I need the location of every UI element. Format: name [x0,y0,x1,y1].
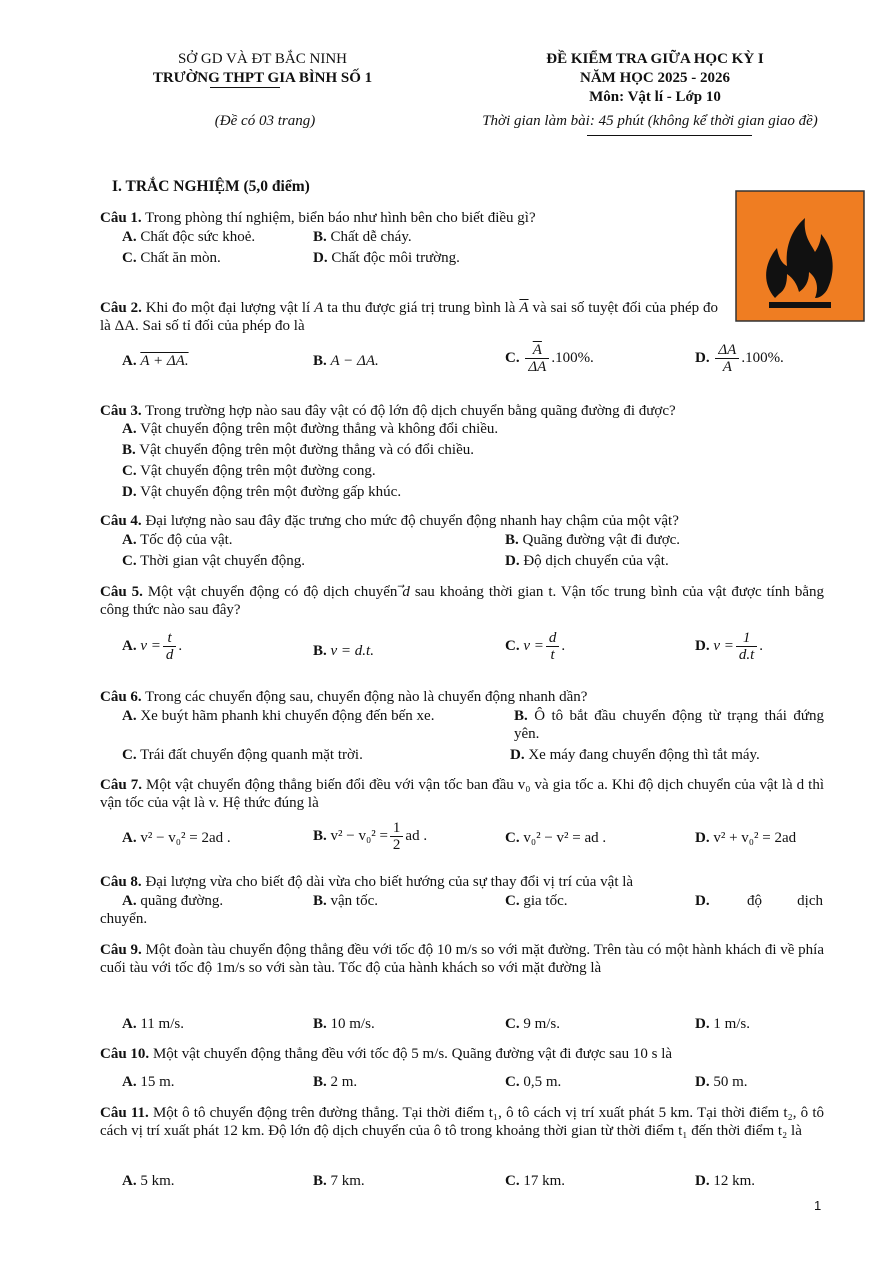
option-text: Chất ăn mòn. [140,250,221,266]
question-7 [100,776,824,812]
option-letter: C. [122,553,137,569]
question-label: Câu 9. [100,942,142,958]
option-text: quãng đường. [140,893,224,909]
option-text: độ [747,893,762,909]
q5-option-a[interactable]: A. v = $\frac{t}{d}$ . [122,630,183,663]
vector-symbol: d [402,584,410,600]
option-letter: B. [313,353,327,369]
header-right [490,50,820,107]
option-letter: B. [313,827,327,844]
denominator: d [165,647,174,663]
numerator: ΔA [715,342,739,359]
option-letter: A. [122,1173,137,1189]
option-text: Xe máy đang chuyển động thì tắt máy. [528,747,760,763]
q7-option-c[interactable] [505,829,606,847]
question-text: ta thu được giá trị trung bình là [327,300,516,316]
q9-option-a[interactable] [122,1015,184,1033]
option-text: Tốc độ của vật. [140,532,233,548]
option-text: Vật chuyển động trên một đường cong. [140,463,376,479]
option-text: Vật chuyển động trên một đường thẳng và không đổi chiều. [140,421,499,437]
question-text: Trong các chuyển động sau, chuyển động nào là chuyển động nhanh dần? [145,689,588,705]
option-letter: D. [505,553,520,569]
option-text: 17 km. [523,1173,566,1189]
q1-option-c[interactable] [122,249,221,267]
q1-option-d[interactable] [313,249,460,267]
q6-option-c[interactable] [122,746,363,764]
q10-option-b[interactable] [313,1073,357,1091]
fraction [390,820,404,853]
option-letter: A. [122,421,137,437]
option-text: Chất dễ cháy. [330,229,412,245]
option-letter: A. [122,893,137,909]
page-count-note: (Đề có 03 trang) [214,113,316,129]
denominator: t [550,647,555,663]
option-text: 7 km. [330,1173,365,1189]
option-letter: A. [122,830,137,846]
option-text: Quãng đường vật đi được. [522,532,681,548]
option-letter: D. [695,637,710,654]
q7-option-d[interactable] [695,829,796,847]
q9-option-d[interactable] [695,1015,750,1033]
option-text: 15 m. [140,1074,175,1090]
option-text: Ô tô bắt đầu chuyển động từ trạng thái đứng yên. [514,708,824,742]
question-1 [100,209,824,227]
question-label: Câu 1. [100,210,142,226]
option-text: Xe buýt hãm phanh khi chuyển động đến bến xe. [140,708,435,724]
q3-option-a[interactable] [122,420,498,438]
option-text: 5 km. [140,1173,175,1189]
option-letter: A. [122,353,137,369]
option-text: v² + v₀² = 2ad [713,830,797,846]
numerator: d [546,630,560,647]
option-letter: D. [510,747,525,763]
option-letter: B. [313,229,327,245]
option-letter: A. [122,1016,137,1032]
option-letter: D. [695,830,710,846]
option-text: 0,5 m. [523,1074,562,1090]
option-letter: B. [505,532,519,548]
q5-option-c[interactable]: C. v = $\frac{d}{t}$ . [505,630,566,663]
denominator: 2 [392,837,401,853]
q11-option-c[interactable] [505,1172,565,1190]
fraction [546,630,560,663]
question-text: và sai số tuyệt đối của phép đo là ΔA. Sai số tỉ đối của phép đo là [100,300,719,334]
header-right-rule [587,135,752,136]
option-text: Trái đất chuyển động quanh mặt trời. [140,747,363,763]
section-title: I. TRẮC NGHIỆM (5,0 điểm) [112,178,310,195]
option-text: 12 km. [713,1173,756,1189]
question-11 [100,1104,824,1140]
question-label: Câu 7. [100,777,142,793]
q5-option-d[interactable]: D. v = $\frac{1}{d.t}$ . [695,630,764,663]
q3-option-d[interactable] [122,483,401,501]
q1-option-b[interactable] [313,228,412,246]
q10-option-a[interactable] [122,1073,175,1091]
q4-option-c[interactable] [122,552,305,570]
option-letter: A. [122,1074,137,1090]
q2-option-a[interactable] [122,352,189,370]
q10-option-c[interactable] [505,1073,561,1091]
question-text: Một vật chuyển động thẳng biến đổi đều với vận tốc ban đầu v₀ và gia tốc a. Khi độ dịch chuyển của vật là d thì vận tốc của vật là v. Hệ thức đúng là [100,777,824,811]
q1-option-a[interactable] [122,228,255,246]
question-text: Đại lượng nào sau đây đặc trưng cho mức độ chuyển động nhanh hay chậm của một vật? [145,513,679,529]
question-label: Câu 8. [100,874,142,890]
option-text: v = [140,637,161,654]
option-text: vận tốc. [330,893,378,909]
subject: Môn: Vật lí - Lớp 10 [589,89,721,105]
option-letter: B. [514,708,528,724]
numerator: t [163,630,177,647]
question-label: Câu 4. [100,513,142,529]
q8-option-d-continued: chuyển. [100,911,148,927]
question-8 [100,873,824,891]
q8-option-d[interactable] [695,892,823,910]
option-text: Chất độc sức khoẻ. [140,229,256,245]
q11-option-d[interactable] [695,1172,755,1190]
question-label: Câu 6. [100,689,142,705]
q3-option-c[interactable] [122,462,376,480]
numerator: 1 [390,820,404,837]
option-text: 11 m/s. [140,1016,184,1032]
math-var-mean: $\overline{A}$ [519,300,529,316]
option-text: 10 m/s. [330,1016,375,1032]
q4-option-b[interactable] [505,531,680,549]
math-var: A [314,300,324,316]
option-text: Chất độc môi trường. [331,250,460,266]
option-text: A + ΔA. [140,353,189,369]
option-letter: D. [695,1173,710,1189]
question-text: Khi đo một đại lượng vật lí [145,300,311,316]
option-letter: C. [505,637,520,654]
option-text: .100%. [741,349,784,366]
option-letter: B. [313,893,327,909]
option-letter: A. [122,229,137,245]
option-letter: D. [695,1016,710,1032]
option-letter: C. [505,1173,520,1189]
option-letter: C. [505,349,520,366]
option-text: 2 m. [330,1074,358,1090]
q3-option-b[interactable] [122,441,474,459]
question-text: Một ô tô chuyển động trên đường thẳng. Tại thời điểm t₁, ô tô cách vị trí xuất phát 5 km. Tại thời điểm t₂, ô tô cách vị trí xuất phát 12 km. Độ lớn độ dịch chuyển của ô tô trong khoảng thời gian từ thời điểm t₁ đến thời điểm t₂ là [100,1105,824,1139]
q5-option-b[interactable] [313,642,374,660]
question-5 [100,583,824,619]
option-text: Thời gian vật chuyển động. [140,553,306,569]
school-name-text: TRƯỜNG THPT GIA BÌNH SỐ 1 [152,70,373,86]
header-left [140,50,385,88]
numerator: $\overline{A}$ [525,342,549,359]
option-letter: C. [505,893,520,909]
q8-option-c[interactable] [505,892,568,910]
option-letter: D. [695,349,710,366]
numerator: 1 [736,630,757,647]
q7-option-b[interactable] [313,820,427,853]
q8-option-b[interactable] [313,892,378,910]
option-text: ad . [405,827,428,844]
option-text: v = d.t. [330,643,374,659]
q6-option-d[interactable] [510,746,760,764]
option-text: Độ dịch chuyển của vật. [523,553,669,569]
fraction [736,630,757,663]
option-letter: D. [695,893,710,909]
q9-option-c[interactable] [505,1015,560,1033]
option-text: v = [713,637,734,654]
exam-duration: Thời gian làm bài: 45 phút (không kể thời gian giao đề) [482,113,818,129]
question-text: Trong phòng thí nghiệm, biển báo như hình bên cho biết điều gì? [145,210,536,226]
option-text: gia tốc. [523,893,568,909]
option-letter: D. [313,250,328,266]
denominator: d.t [738,647,755,663]
question-text: Một vật chuyển động có độ dịch chuyển [147,584,398,600]
page-number: 1 [814,1198,822,1213]
q10-option-d[interactable] [695,1073,748,1091]
q8-option-a[interactable] [122,892,223,910]
option-letter: C. [505,1016,520,1032]
option-letter: C. [505,830,520,846]
option-letter: C. [505,1074,520,1090]
q4-option-a[interactable] [122,531,233,549]
question-text: Đại lượng vừa cho biết độ dài vừa cho biết hướng của sự thay đổi vị trí của vật là [145,874,634,890]
option-text: A − ΔA. [330,353,379,369]
q11-option-b[interactable] [313,1172,365,1190]
question-label: Câu 11. [100,1105,149,1121]
q9-option-b[interactable] [313,1015,375,1033]
question-10 [100,1045,824,1063]
question-label: Câu 10. [100,1046,150,1062]
option-letter: B. [313,1074,327,1090]
q2-option-d[interactable] [695,342,784,375]
option-letter: A. [122,532,137,548]
option-letter: B. [122,442,136,458]
q2-option-c[interactable] [505,342,594,375]
option-letter: C. [122,463,137,479]
option-letter: D. [122,484,137,500]
option-text: 9 m/s. [523,1016,561,1032]
vector-d [402,584,410,600]
question-4 [100,512,824,530]
question-label: Câu 2. [100,300,142,316]
fraction [525,342,549,375]
question-label: Câu 3. [100,403,142,419]
option-text: 1 m/s. [713,1016,751,1032]
option-text: .100%. [551,349,594,366]
exam-title: ĐỀ KIỂM TRA GIỮA HỌC KỲ I [546,51,764,67]
fraction [715,342,739,375]
q11-option-a[interactable] [122,1172,175,1190]
question-text: Một vật chuyển động thẳng đều với tốc độ 5 m/s. Quãng đường vật đi được sau 10 s là [152,1046,673,1062]
option-text: Vật chuyển động trên một đường thẳng và có đổi chiều. [139,442,474,458]
option-letter: B. [313,1016,327,1032]
q2-option-b[interactable] [313,352,379,370]
option-text: v² − v₀² = 2ad . [140,830,231,846]
department-name: SỞ GD VÀ ĐT BẮC NINH [177,51,348,67]
option-text: dịch [797,893,823,909]
option-letter: B. [313,643,327,659]
option-text: v₀² − v² = ad . [523,830,607,846]
header-left-rule [210,87,280,88]
option-text: v = [523,637,544,654]
option-text: v² − v₀² = [330,827,388,844]
school-name [140,69,385,88]
question-text: sau khoảng thời gian t. Vận tốc trung bình của vật được tính bằng công thức nào sau đây? [100,584,825,618]
q6-option-a[interactable] [122,707,434,725]
option-letter: D. [695,1074,710,1090]
option-letter: B. [313,1173,327,1189]
question-2 [100,299,718,335]
fraction [163,630,177,663]
question-label: Câu 5. [100,584,143,600]
question-text: Một đoàn tàu chuyển động thẳng đều với tốc độ 10 m/s so với mặt đường. Trên tàu có một hành khách đi về phía cuối tàu với tốc độ 1m/s so với sàn tàu. Tốc độ của hành khách so với mặt đường là [100,942,825,976]
option-letter: C. [122,250,137,266]
question-9 [100,941,824,977]
school-year: NĂM HỌC 2025 - 2026 [580,70,730,86]
option-letter: C. [122,747,137,763]
question-6 [100,688,824,706]
q6-option-b[interactable] [514,707,824,743]
option-letter: A. [122,708,137,724]
question-3 [100,402,824,420]
denominator: A [722,359,732,375]
option-letter: A. [122,637,137,654]
q4-option-d[interactable] [505,552,669,570]
option-text: 50 m. [713,1074,748,1090]
question-text: Trong trường hợp nào sau đây vật có độ lớn độ dịch chuyển bằng quãng đường đi được? [145,403,676,419]
denominator: ΔA [528,359,547,375]
q7-option-a[interactable] [122,829,231,847]
option-text: Vật chuyển động trên một đường gấp khúc. [140,484,402,500]
